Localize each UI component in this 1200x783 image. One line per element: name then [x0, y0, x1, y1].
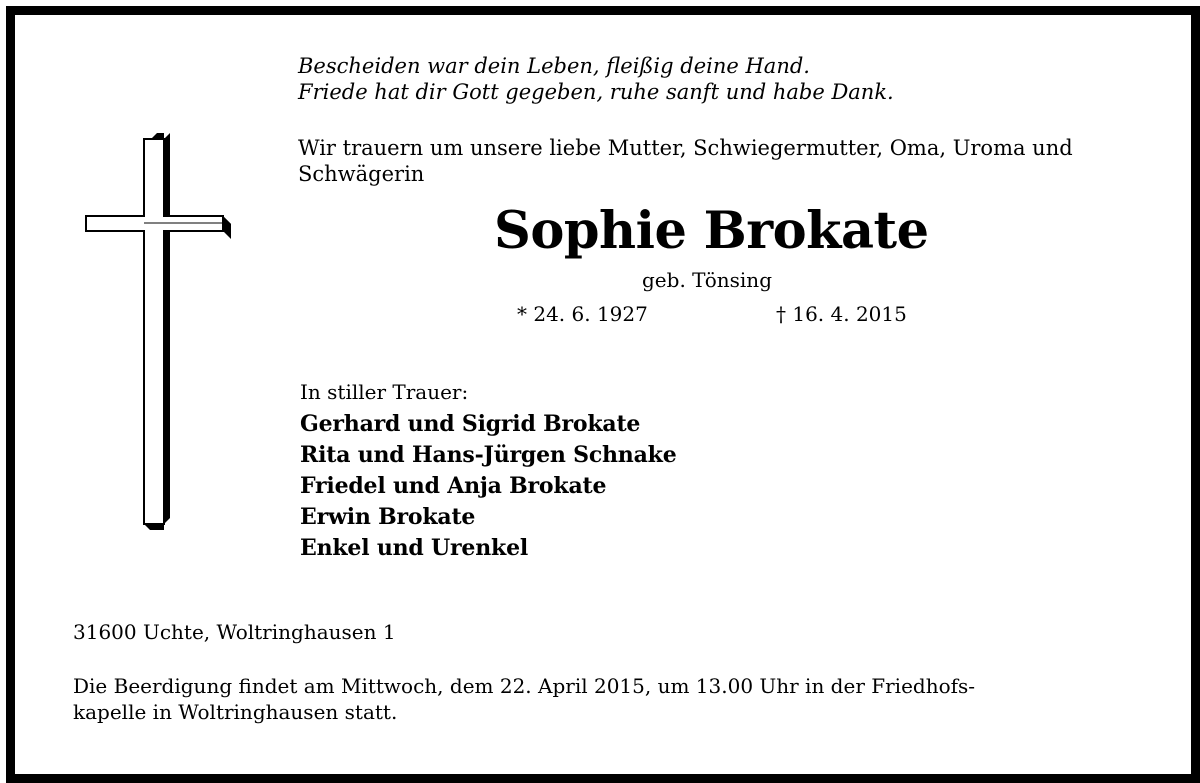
poem-line-2: Friede hat dir Gott gegeben, ruhe sanft und habe Dank.: [298, 80, 894, 104]
intro-line-2: Schwägerin: [298, 162, 425, 186]
funeral-line-1: Die Beerdigung findet am Mittwoch, dem 22. April 2015, um 13.00 Uhr in der Friedhofs-: [73, 674, 976, 698]
mourner-4: Erwin Brokate: [300, 504, 476, 530]
death-date: † 16. 4. 2015: [776, 302, 907, 326]
mourner-2: Rita und Hans-Jürgen Schnake: [300, 442, 677, 468]
mourner-1: Gerhard und Sigrid Brokate: [300, 411, 641, 437]
poem-line-1: Bescheiden war dein Leben, fleißig deine Hand.: [298, 54, 810, 78]
birth-date: * 24. 6. 1927: [517, 302, 648, 326]
mourner-3: Friedel und Anja Brokate: [300, 473, 607, 499]
intro-line-1: Wir trauern um unsere liebe Mutter, Schwiegermutter, Oma, Uroma und: [298, 136, 1073, 160]
latin-cross-icon: [75, 133, 235, 533]
maiden-name: geb. Tönsing: [642, 268, 772, 292]
obituary-frame: [6, 6, 1200, 783]
funeral-line-2: kapelle in Woltringhausen statt.: [73, 700, 398, 724]
mourner-5: Enkel und Urenkel: [300, 535, 529, 561]
address: 31600 Uchte, Woltringhausen 1: [73, 620, 396, 644]
deceased-name: Sophie Brokate: [494, 201, 929, 261]
mourning-label: In stiller Trauer:: [300, 380, 469, 404]
